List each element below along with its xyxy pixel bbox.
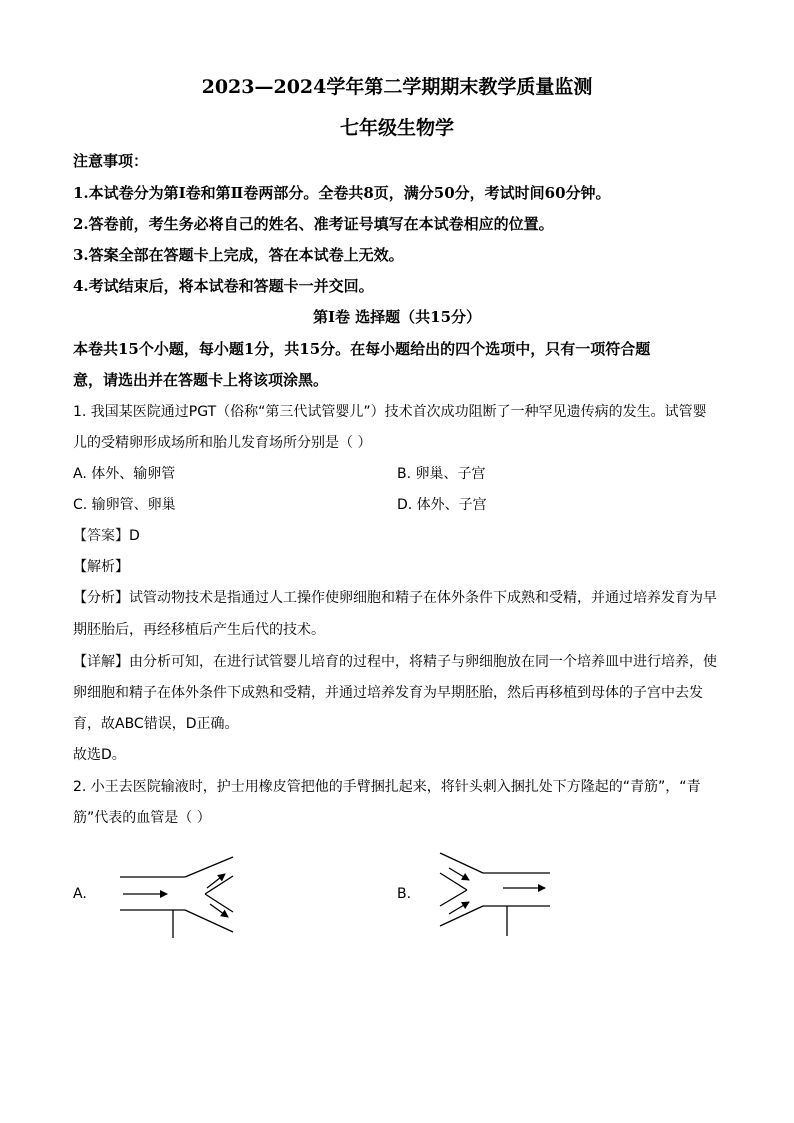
q1-stem-line-2: 儿的受精卵形成场所和胎儿发育场所分别是（ ） xyxy=(73,435,372,451)
note-item-2: 2.答卷前，考生务必将自己的姓名、准考证号填写在本试卷相应的位置。 xyxy=(73,215,554,233)
q2-figure-b xyxy=(435,848,555,940)
q2-figure-a xyxy=(115,852,245,942)
analysis-tag: 【解析】 xyxy=(73,559,129,575)
xiangjie-line-3: 育，故ABC错误，D正确。 xyxy=(73,716,239,732)
section-instruction-line-1: 本卷共15个小题，每小题1分，共15分。在每小题给出的四个选项中，只有一项符合题 xyxy=(73,340,651,358)
fenxi-line-1 xyxy=(73,587,717,607)
exam-title: 2023—2024学年第二学期期末教学质量监测 xyxy=(201,76,593,98)
q1-option-c: C. 输卵管、卵巢 xyxy=(73,497,176,513)
section-instruction-line-2: 意，请选出并在答题卡上将该项涂黑。 xyxy=(73,371,329,389)
exam-subtitle: 七年级生物学 xyxy=(339,117,454,139)
q1-stem-line-1: 1. 我国某医院通过PGT（俗称“第三代试管婴儿”）技术首次成功阻断了一种罕见遗传病的发生。试管婴 xyxy=(73,404,707,420)
fenxi-tag: 【分析】 xyxy=(73,590,129,606)
note-item-1: 1.本试卷分为第Ⅰ卷和第Ⅱ卷两部分。全卷共8页，满分50分，考试时间60分钟。 xyxy=(73,184,611,202)
fenxi-line-2: 期胚胎后，再经移植后产生后代的技术。 xyxy=(73,622,325,638)
xiangjie-line-1 xyxy=(73,651,717,671)
note-item-4: 4.考试结束后，将本试卷和答题卡一并交回。 xyxy=(73,277,374,295)
q2-option-a-label: A. xyxy=(73,886,87,902)
xiangjie-tag: 【详解】 xyxy=(73,654,129,670)
xiangjie-line-2: 卵细胞和精子在体外条件下成熟和受精，并通过培养发育为早期胚胎，然后再移植到母体的子宫中去发 xyxy=(73,685,703,701)
answer-value: D xyxy=(129,528,140,544)
q1-option-a: A. 体外、输卵管 xyxy=(73,466,176,482)
notes-heading: 注意事项： xyxy=(73,152,149,170)
q2-stem-line-1: 2. 小王去医院输液时，护士用橡皮管把他的手臂捆扎起来，将针头刺入捆扎处下方隆起的“青筋”，“青 xyxy=(73,779,701,795)
fenxi-text-1: 试管动物技术是指通过人工操作使卵细胞和精子在体外条件下成熟和受精，并通过培养发育为早 xyxy=(129,590,717,606)
q2-option-b-label: B. xyxy=(397,886,412,902)
q1-conclusion: 故选D。 xyxy=(73,747,126,763)
section-title: 第Ⅰ卷 选择题（共15分） xyxy=(312,308,482,326)
answer-tag: 【答案】 xyxy=(73,528,129,544)
q1-option-d: D. 体外、子宫 xyxy=(397,497,487,513)
q1-option-b: B. 卵巢、子宫 xyxy=(397,466,486,482)
note-item-3: 3.答案全部在答题卡上完成，答在本试卷上无效。 xyxy=(73,246,404,264)
q2-stem-line-2: 筋”代表的血管是（ ） xyxy=(73,810,211,826)
xiangjie-text-1: 由分析可知，在进行试管婴儿培育的过程中，将精子与卵细胞放在同一个培养皿中进行培养，使 xyxy=(129,654,717,670)
q1-answer-line xyxy=(73,525,140,545)
